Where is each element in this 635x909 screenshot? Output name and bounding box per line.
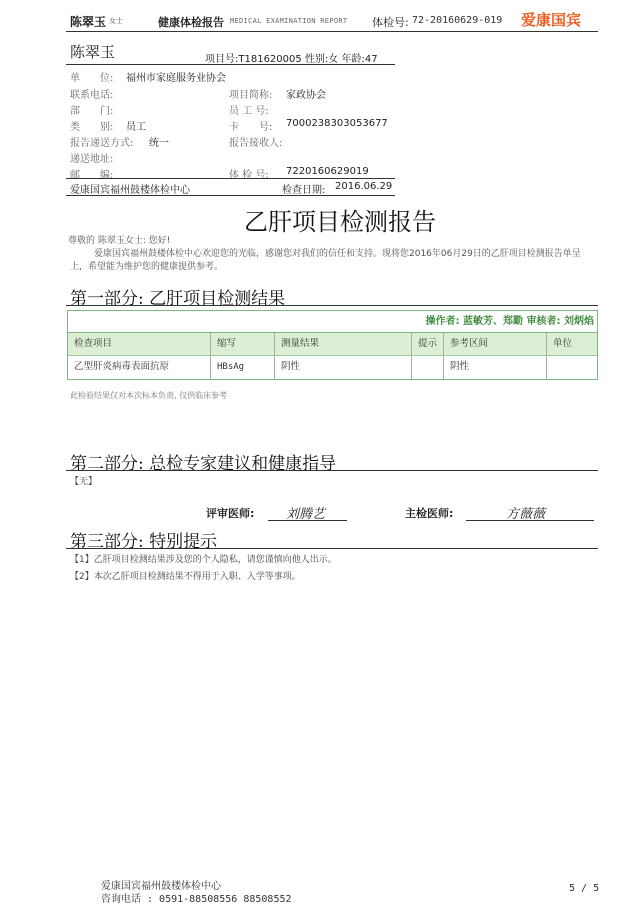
cell-reference: 阴性: [444, 356, 547, 379]
exam-value: 7220160629019: [286, 166, 369, 177]
advice-content: 【无】: [70, 477, 98, 487]
emp-no-label: 员 工 号:: [229, 106, 269, 117]
header-divider: [66, 31, 598, 32]
center-name: 爱康国宾福州鼓楼体检中心: [70, 185, 190, 196]
col-result: 测量结果: [275, 333, 412, 355]
col-abbr: 缩写: [211, 333, 275, 355]
cell-hint: [412, 356, 444, 379]
postcode-label: 邮 编:: [70, 170, 114, 181]
chief-sign-line: [466, 520, 594, 521]
cell-abbr: HBsAg: [211, 356, 275, 379]
footer-phone: 咨询电话 : 0591-88508556 88508552: [101, 894, 292, 905]
col-unit: 单位: [553, 338, 573, 349]
delivery-value: 统一: [149, 138, 169, 149]
patient-summary: 项目号:T181620005 性别:女 年龄:47: [205, 54, 378, 65]
delivery-label: 报告递送方式:: [70, 138, 134, 149]
section3-heading: 第三部分: 特别提示: [70, 532, 218, 552]
type-value: 员工: [126, 122, 146, 133]
section2-divider: [66, 470, 598, 471]
page-number: 5 / 5: [569, 883, 600, 894]
project-abbr-label: 项目简称:: [229, 90, 273, 101]
result-note: 此检验结果仅对本次标本负责, 仅供临床参考: [70, 391, 228, 400]
greeting: 尊敬的 陈翠玉女士: 您好!: [68, 236, 171, 246]
intro-paragraph: 爱康国宾福州鼓楼体检中心欢迎您的光临，感谢您对我们的信任和支持。现将您2016年06月29日的乙肝项目检测报告单呈上，希望能为维护您的健康提供参考。: [70, 249, 581, 272]
reviewer-sign-line: [268, 520, 347, 521]
chief-signature: 方薇薇: [506, 507, 546, 522]
reviewer-signature: 刘腾艺: [286, 507, 326, 522]
cell-unit: [547, 356, 597, 379]
header-patient-name: 陈翠玉: [70, 15, 107, 29]
header-report-title: 健康体检报告: [158, 16, 224, 29]
table-row: [68, 356, 597, 379]
type-label: 类 别:: [70, 122, 114, 133]
section3-divider: [66, 548, 598, 549]
phone-label: 联系电话:: [70, 90, 114, 101]
section1-divider: [66, 305, 598, 306]
chief-label: 主检医师:: [405, 507, 454, 520]
tip-item-1: 【1】乙肝项目检测结果涉及您的个人隐私，请您谨慎向他人出示。: [70, 555, 337, 565]
section2-heading: 第二部分: 总检专家建议和健康指导: [70, 454, 337, 474]
results-table: [67, 310, 598, 380]
address-label: 递送地址:: [70, 154, 114, 165]
info-bottom-divider: [66, 178, 395, 179]
reviewer-label: 评审医师:: [206, 507, 255, 520]
table-header: [68, 333, 597, 356]
header-exam-no: 72-20160629-019: [412, 15, 503, 26]
cell-item: 乙型肝炎病毒表面抗原: [68, 356, 211, 379]
header-gender: 女士: [109, 17, 123, 25]
exam-label: 体 检 号:: [229, 170, 269, 181]
card-value: 7000238303053677: [286, 118, 388, 129]
header-report-title-en: MEDICAL EXAMINATION REPORT: [230, 17, 348, 25]
unit-label: 单 位:: [70, 73, 114, 84]
center-divider: [66, 195, 395, 196]
info-divider: [66, 64, 395, 65]
unit-value: 福州市家庭服务业协会: [126, 73, 226, 84]
col-item: 检查项目: [68, 333, 211, 355]
dept-label: 部 门:: [70, 106, 114, 117]
header-exam-no-label: 体检号:: [372, 16, 409, 29]
tip-item-2: 【2】本次乙肝项目检测结果不得用于入职、入学等事项。: [70, 572, 301, 582]
section1-heading: 第一部分: 乙肝项目检测结果: [70, 289, 286, 309]
project-abbr-value: 家政协会: [286, 90, 326, 101]
col-hint: 提示: [412, 333, 444, 355]
receiver-label: 报告接收人:: [229, 138, 283, 149]
patient-name: 陈翠玉: [70, 43, 116, 61]
date-value: 2016.06.29: [335, 181, 393, 192]
date-label: 检查日期:: [282, 185, 326, 196]
operators-line: 操作者: 蓝敏芳、郑勤 审核者: 刘炳焰: [68, 311, 597, 333]
report-title: 乙肝项目检测报告: [244, 208, 436, 236]
card-label: 卡 号:: [229, 122, 273, 133]
brand-logo: 爱康国宾: [521, 11, 582, 29]
cell-result: 阴性: [275, 356, 412, 379]
footer-center: 爱康国宾福州鼓楼体检中心: [101, 881, 221, 892]
col-reference: 参考区间: [444, 333, 547, 355]
